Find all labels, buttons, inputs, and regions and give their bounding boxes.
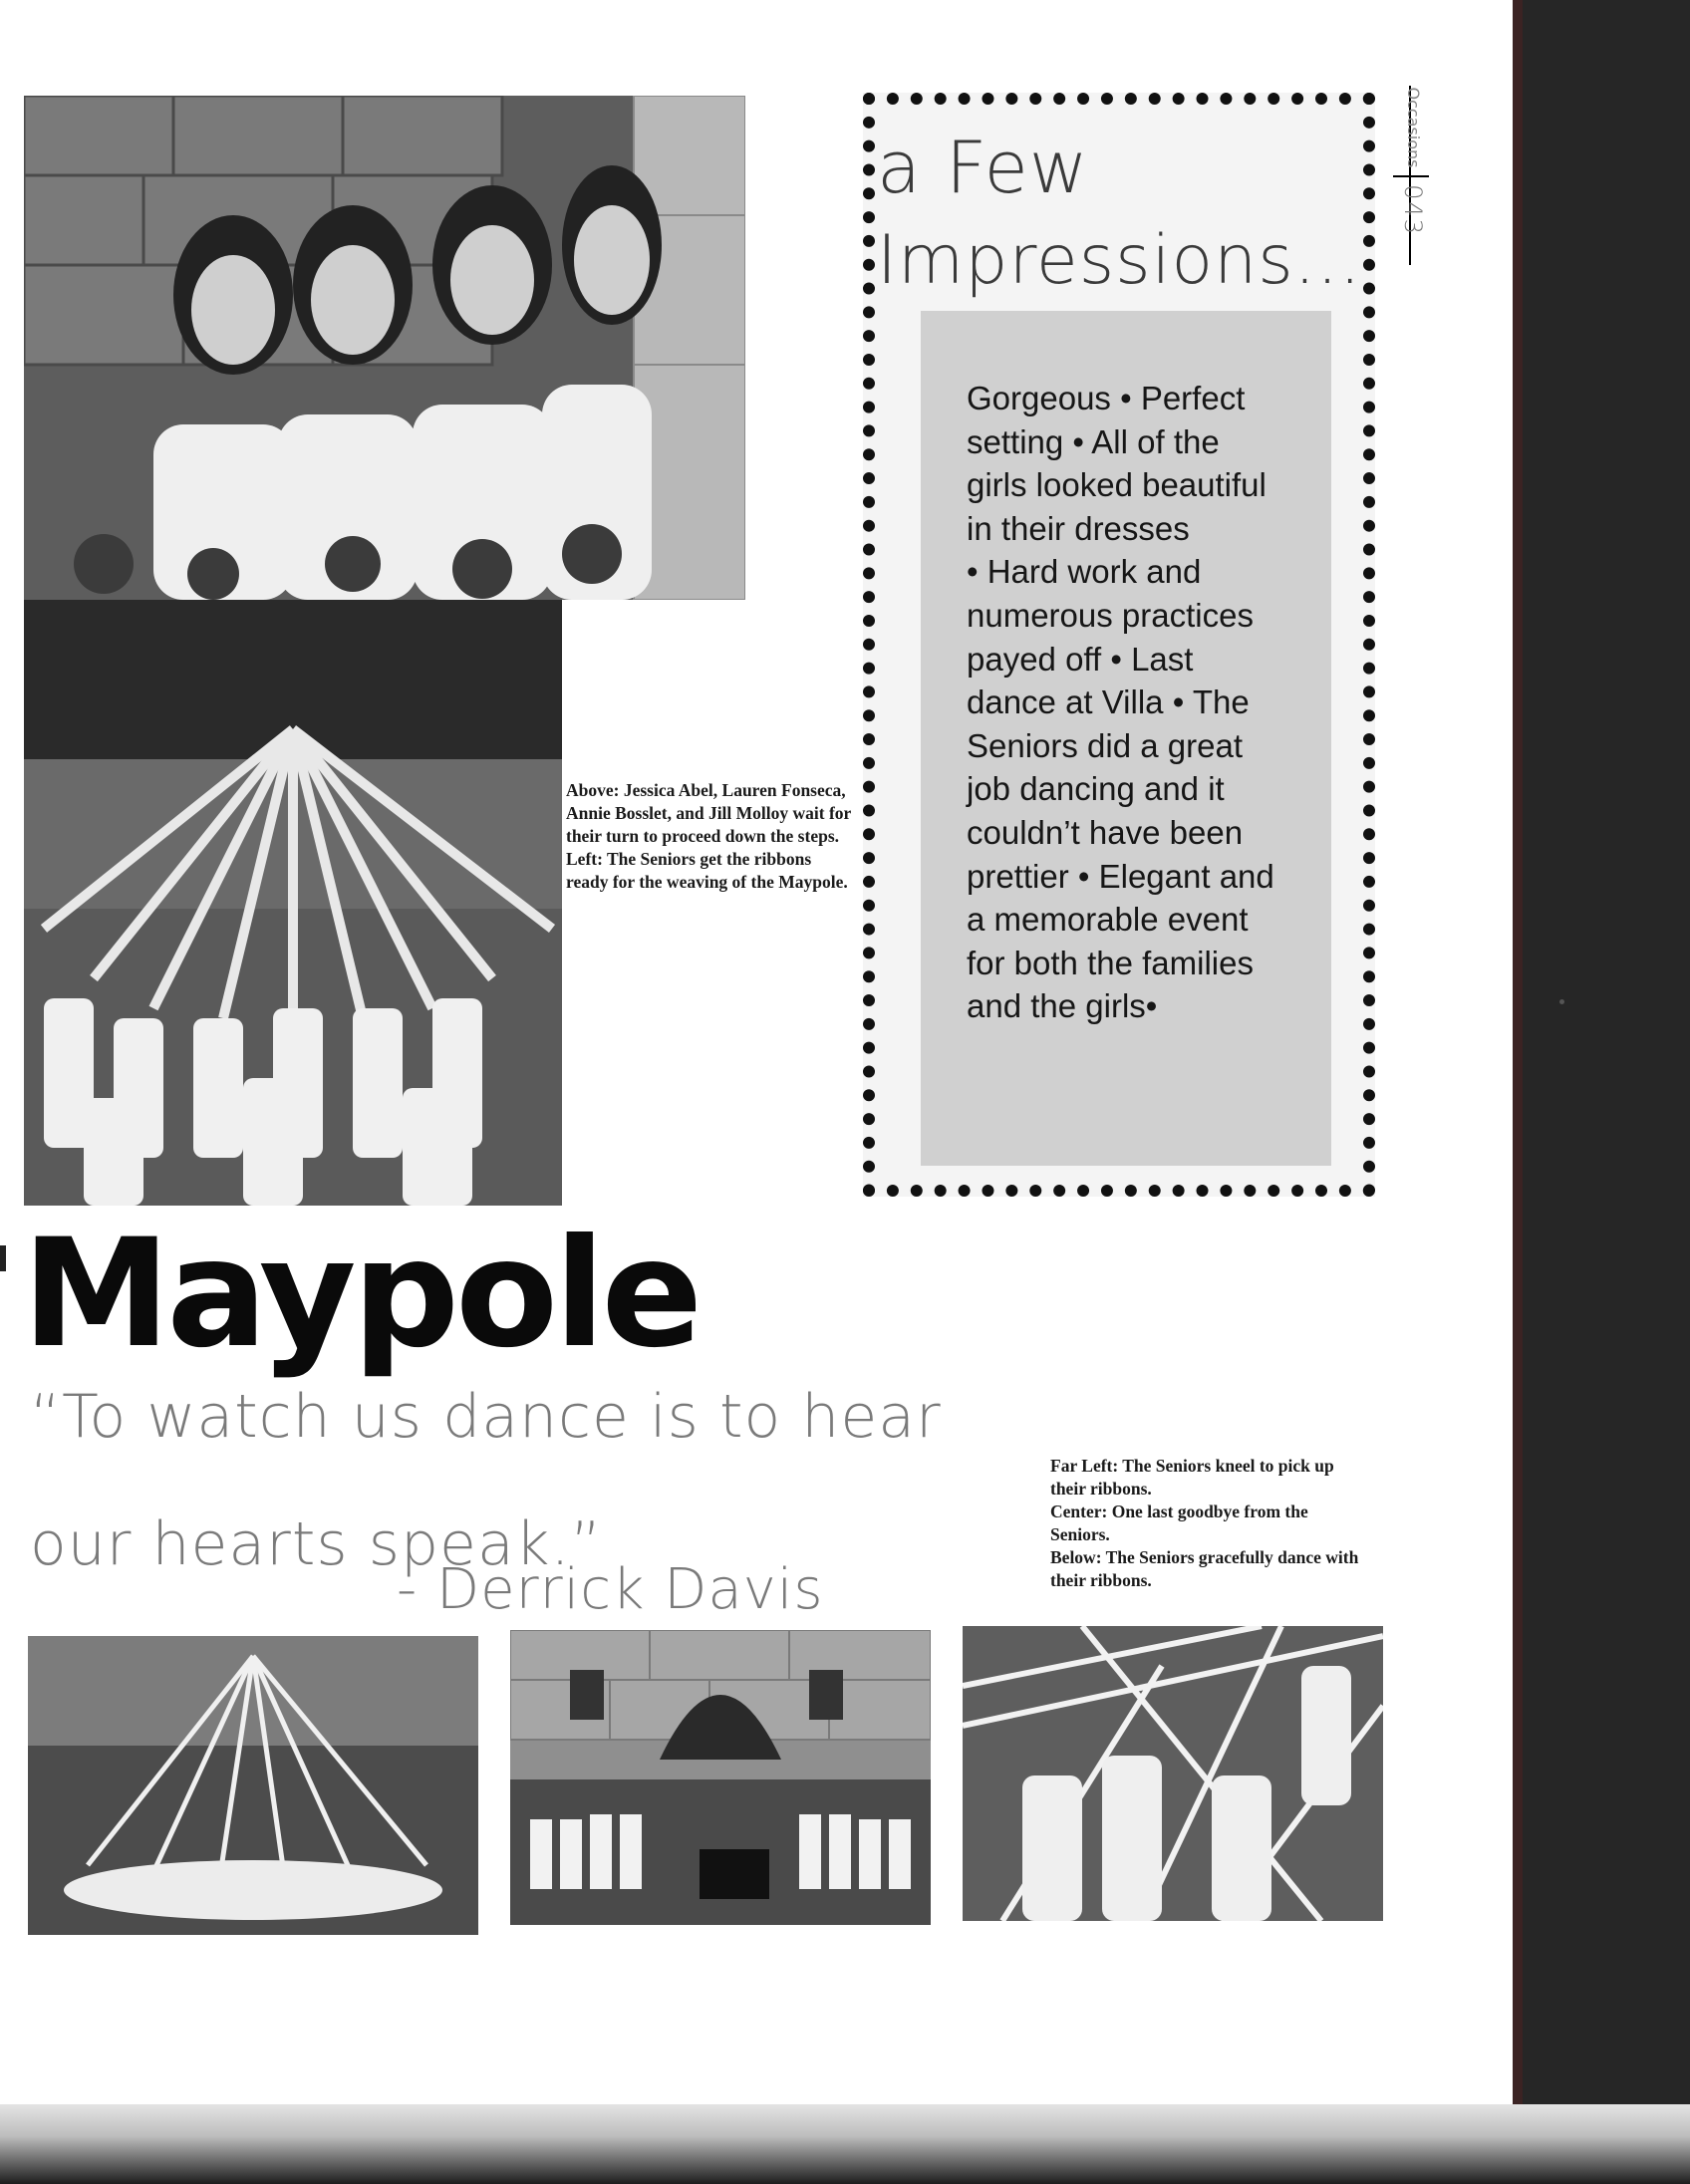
caption-left: Left: The Seniors get the ribbons ready for the weaving of the Maypole. <box>566 849 848 892</box>
book-binding <box>1523 0 1690 2184</box>
page-margin-mark <box>0 1245 6 1271</box>
caption-far-left: Far Left: The Seniors kneel to pick up their ribbons. <box>1050 1456 1334 1499</box>
photo-maypole-ribbons <box>24 600 562 1206</box>
page-bottom-shadow <box>0 2104 1690 2184</box>
caption-below: Below: The Seniors gracefully dance with their ribbons. <box>1050 1547 1359 1590</box>
photo-seniors-on-steps <box>24 96 745 600</box>
quote-author: - Derrick Davis <box>397 1557 824 1622</box>
caption-upper <box>566 779 857 894</box>
page-title: Maypole <box>22 1208 700 1381</box>
caption-above: Above: Jessica Abel, Lauren Fonseca, Annie Bosslet, and Jill Molloy wait for their turn to proceed down the steps. <box>566 780 852 846</box>
page-number: 043 <box>1399 184 1427 236</box>
section-label: Occasions <box>1404 87 1423 168</box>
impressions-heading-line-2: Impressions... <box>877 221 1362 300</box>
page-speck <box>1559 999 1564 1004</box>
impressions-heading-line-1: a Few <box>877 126 1089 209</box>
photo-seniors-kneel <box>28 1636 478 1935</box>
quote-line-1: “To watch us dance is to hear <box>30 1382 942 1452</box>
photo-last-goodbye <box>510 1630 931 1925</box>
caption-center: Center: One last goodbye from the Seniors. <box>1050 1502 1308 1544</box>
impressions-text: Gorgeous • Perfect setting • All of the girls looked beautiful in their dresses • Hard work and numerous practices payed off • Last dance at Villa • The Seniors did a great job dancing and it couldn’t have been prettier • Elegant and a memorable event for both the families and the girls• <box>967 380 1274 1025</box>
quote-line-2: our hearts speak.” <box>30 1509 603 1579</box>
caption-lower <box>1050 1455 1367 1592</box>
photo-dance-with-ribbons <box>963 1626 1383 1921</box>
